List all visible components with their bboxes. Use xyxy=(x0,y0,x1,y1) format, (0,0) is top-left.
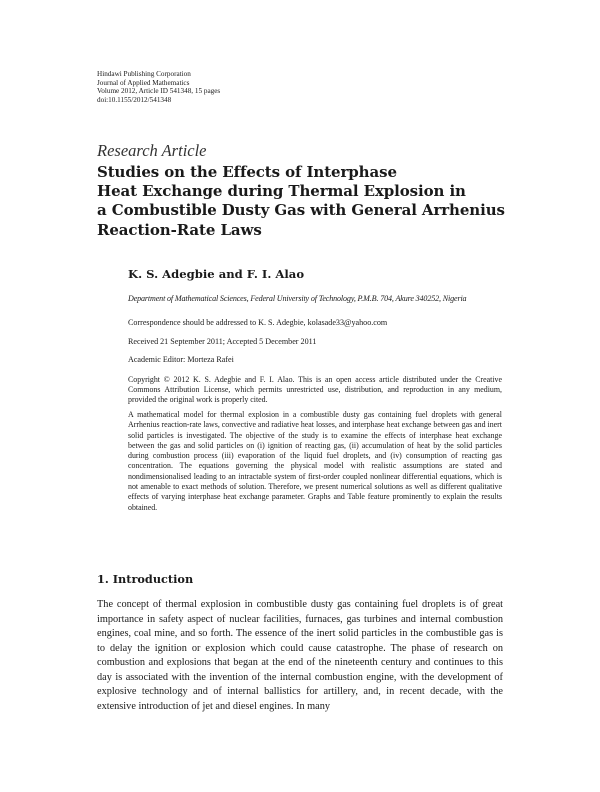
section-heading: 1. Introduction xyxy=(97,572,194,586)
publisher-line: Hindawi Publishing Corporation xyxy=(97,70,191,78)
doi-line: doi:10.1155/2012/541348 xyxy=(97,95,172,104)
volume-line: Volume 2012, Article ID 541348, 15 pages xyxy=(97,87,221,96)
authors: K. S. Adegbie and F. I. Alao xyxy=(128,267,305,281)
introduction-paragraph: The concept of thermal explosion in combustible dusty gas containing fuel droplets is of great importance in safety aspect of nuclear facilities, furnaces, gas turbines and internal combustion engines, coal mine, and so forth. The essence of the inert solid particles in the combustible gas is to delay the ignition or explosion which could cause catastrophe. The phase of research on combustion and explosions that began at the end of the nineteenth century and continues to this day is associated with the invention of the internal combustion engine, with the development of explosive technology and of internal ballistics for artillery, and, in recent decade, with the extensive introduction of jet and diesel engines. In many xyxy=(97,599,503,712)
paper-title xyxy=(97,163,517,240)
correspondence: Correspondence should be addressed to K. S. Adegbie, kolasade33@yahoo.com xyxy=(128,318,388,327)
title-line: Reaction-Rate Laws xyxy=(97,220,262,239)
journal-header xyxy=(97,70,397,104)
copyright-notice: Copyright © 2012 K. S. Adegbie and F. I. Alao. This is an open access article distributed under the Creative Commons Attribution License, which permits unrestricted use, distribution, and reproduction in any medium, provided the original work is properly cited. xyxy=(128,375,502,405)
academic-editor: Academic Editor: Morteza Rafei xyxy=(128,355,234,364)
abstract: A mathematical model for thermal explosion in a combustible dusty gas containing fuel droplets with general Arrhenius reaction-rate laws, convective and radiative heat losses, and interphase heat exchange between gas and inert solid particles is investigated. The objective of the study is to examine the effects of interphase heat exchange between the gas and solid particles on (i) ignition of reacting gas, (ii) accumulation of heat by the solid particles during combustion process (iii) evaporation of the liquid fuel droplets, and (iv) consumption of reacting gas concentration. The equations governing the physical model with realistic assumptions are stated and nondimensionalised leading to an intractable system of first-order coupled nonlinear differential equations, which is not amenable to exact methods of solution. Therefore, we present numerical solutions as well as different qualitative effects of varying interphase heat exchange parameter. Graphs and Table feature prominently to explain the results obtained. xyxy=(128,410,502,512)
title-line: a Combustible Dusty Gas with General Arrhenius xyxy=(97,201,505,220)
article-type: Research Article xyxy=(97,141,207,160)
title-line: Heat Exchange during Thermal Explosion in xyxy=(97,182,466,201)
affiliation: Department of Mathematical Sciences, Federal University of Technology, P.M.B. 704, Akure 340252, Nigeria xyxy=(128,294,467,303)
received-accepted-dates: Received 21 September 2011; Accepted 5 December 2011 xyxy=(128,337,317,346)
title-line: Studies on the Effects of Interphase xyxy=(97,163,397,181)
journal-line: Journal of Applied Mathematics xyxy=(97,78,190,87)
